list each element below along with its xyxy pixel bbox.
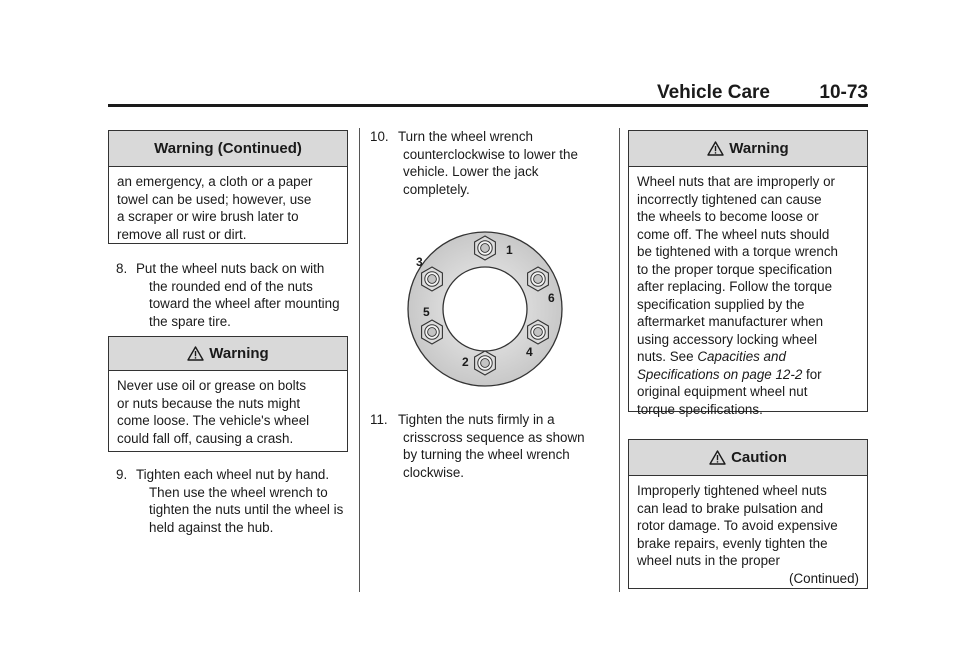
nut-label-1: 1 — [506, 243, 513, 257]
ref-prefix: nuts. See — [637, 349, 698, 364]
nut-label-3: 3 — [416, 255, 423, 269]
nut-label-2: 2 — [462, 355, 469, 369]
text-line: the spare tire. — [149, 313, 231, 329]
warning-triangle-icon — [707, 141, 724, 156]
page-header — [108, 80, 868, 107]
nut-label-4: 4 — [526, 345, 533, 359]
warning-title: Warning — [209, 345, 269, 362]
warning-body — [109, 371, 347, 453]
warning-header — [629, 131, 867, 167]
text-line: clockwise. — [403, 464, 465, 480]
text-line: be tightened with a torque wrench — [637, 244, 838, 259]
lug-nut-1 — [475, 236, 496, 260]
text-line: a scraper or wire brush later to — [117, 209, 299, 224]
step-number: 11. — [370, 412, 388, 427]
caution-triangle-icon — [709, 450, 726, 465]
text-line: incorrectly tightened can cause — [637, 191, 822, 207]
step-11 — [370, 411, 610, 481]
step-10 — [370, 128, 610, 198]
text-line: can lead to brake pulsation and — [637, 500, 824, 516]
column-divider-1 — [359, 128, 360, 592]
step-first-line: Turn the wheel wrench — [398, 129, 533, 144]
text-line: an emergency, a cloth or a paper — [117, 174, 313, 189]
text-line: after replacing. Follow the torque — [637, 279, 833, 294]
text-line: held against the hub. — [149, 519, 274, 535]
wheel-nut-sequence-diagram — [404, 228, 566, 390]
text-line: wheel nuts in the proper — [637, 553, 780, 568]
section-title: Vehicle Care — [656, 82, 770, 103]
text-line: come loose. The vehicle's wheel — [117, 413, 310, 428]
text-line: to the proper torque specification — [637, 261, 833, 277]
warning-continued-title: Warning (Continued) — [109, 131, 347, 167]
warning-continued-body — [109, 167, 347, 249]
step-number: 9. — [116, 467, 128, 482]
text-line: original equipment wheel nut — [637, 384, 808, 399]
step-number: 8. — [116, 261, 128, 276]
text-line: Never use oil or grease on bolts — [117, 378, 307, 393]
warning-title: Warning — [729, 140, 789, 157]
text-line: rotor damage. To avoid expensive — [637, 518, 838, 533]
text-line — [637, 366, 859, 384]
text-line: or nuts because the nuts might — [117, 395, 301, 411]
step-first-line: Tighten each wheel nut by hand. — [136, 467, 330, 482]
caution-box — [628, 439, 868, 589]
lug-nut-3 — [422, 267, 443, 291]
text-line: the rounded end of the nuts — [149, 278, 313, 294]
step-first-line: Put the wheel nuts back on with — [136, 261, 325, 276]
text-line: by turning the wheel wrench — [403, 447, 570, 462]
text-line: tighten the nuts until the wheel is — [149, 502, 344, 517]
caution-header — [629, 440, 867, 476]
warning-continued-box — [108, 130, 348, 244]
text-line — [637, 348, 859, 366]
step-first-line: Tighten the nuts firmly in a — [398, 412, 555, 427]
page-number: 10-73 — [819, 82, 868, 103]
warning-box-3 — [628, 130, 868, 417]
text-line: Then use the wheel wrench to — [149, 484, 328, 500]
continued-label: (Continued) — [789, 570, 859, 586]
text-line: torque specifications. — [637, 401, 763, 417]
warning-triangle-icon — [187, 346, 204, 361]
lug-nut-6 — [528, 267, 549, 291]
text-line: could fall off, causing a crash. — [117, 430, 294, 446]
text-line: vehicle. Lower the jack — [403, 164, 539, 179]
text-line: towel can be used; however, use — [117, 191, 312, 207]
cross-reference-link[interactable]: Capacities and — [697, 349, 786, 364]
text-line: crisscross sequence as shown — [403, 429, 585, 445]
text-line: aftermarket manufacturer when — [637, 314, 824, 329]
lug-nut-5 — [422, 320, 443, 344]
text-line: come off. The wheel nuts should — [637, 226, 830, 242]
text-line: brake repairs, evenly tighten the — [637, 535, 828, 551]
text-line: remove all rust or dirt. — [117, 226, 247, 242]
ref-suffix: for — [802, 366, 822, 382]
step-number: 10. — [370, 129, 389, 144]
text-line: the wheels to become loose or — [637, 209, 819, 224]
text-line: specification supplied by the — [637, 296, 805, 312]
cross-reference-link[interactable]: Specifications on page 12-2 — [637, 366, 803, 382]
text-line: toward the wheel after mounting — [149, 296, 340, 311]
warning-body — [629, 167, 867, 424]
warning-header — [109, 337, 347, 371]
warning-box-2 — [108, 336, 348, 452]
nut-label-5: 5 — [423, 305, 430, 319]
lug-nut-2 — [475, 351, 496, 375]
caution-body — [629, 476, 867, 593]
text-line: Improperly tightened wheel nuts — [637, 483, 827, 498]
text-line: using accessory locking wheel — [637, 331, 818, 347]
step-9 — [116, 466, 356, 536]
text-line: completely. — [403, 181, 470, 197]
column-divider-2 — [619, 128, 620, 592]
text-line: counterclockwise to lower the — [403, 146, 578, 162]
center-bore — [443, 267, 527, 351]
text-line: Wheel nuts that are improperly or — [637, 174, 835, 189]
caution-title: Caution — [731, 449, 787, 466]
nut-label-6: 6 — [548, 291, 555, 305]
lug-nut-4 — [528, 320, 549, 344]
step-8 — [116, 260, 356, 330]
